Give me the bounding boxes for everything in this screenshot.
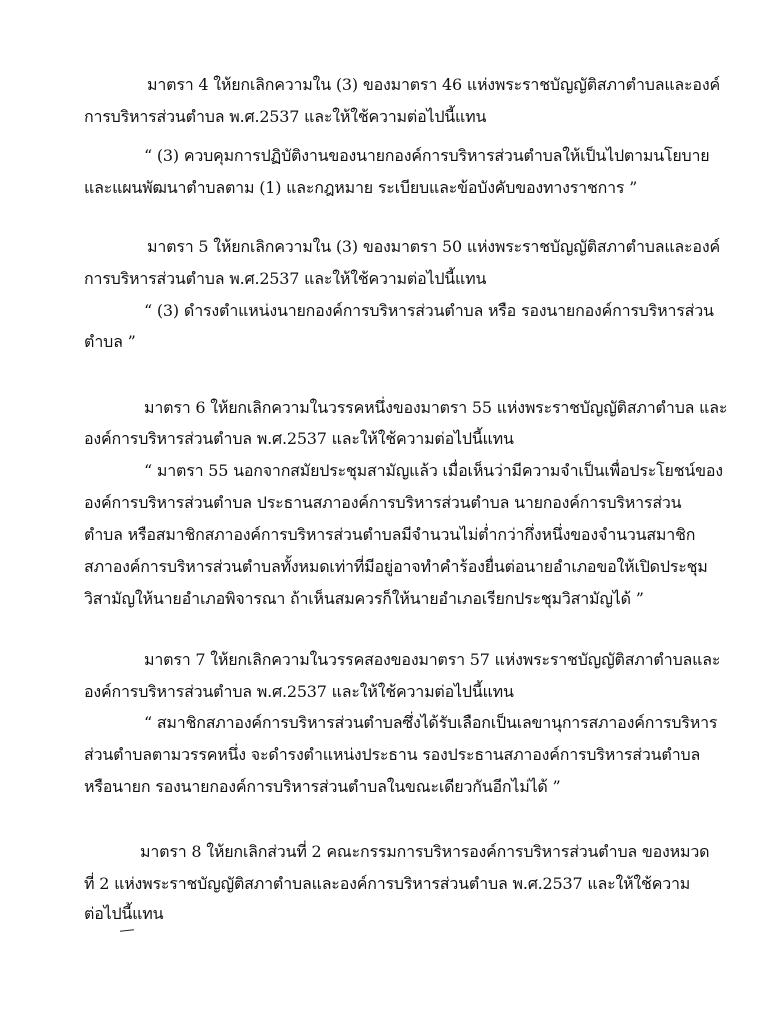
section-6-quote-line: องค์การบริหารส่วนตำบล ประธานสภาองค์การบริหารส่วนตำบล นายกองค์การบริหารส่วน: [84, 493, 682, 512]
section-6-heading-line: มาตรา 6 ให้ยกเลิกความในวรรคหนึ่งของมาตรา 55 แห่งพระราชบัญญัติสภาตำบล และ: [144, 398, 728, 417]
section-6-quote-line: ตำบล หรือสมาชิกสภาองค์การบริหารส่วนตำบลมีจำนวนไม่ต่ำกว่ากึ่งหนึ่งของจำนวนสมาชิก: [84, 525, 696, 544]
section-7-quote-line: หรือนายก รองนายกองค์การบริหารส่วนตำบลในขณะเดียวกันอีกไม่ได้ ”: [84, 777, 561, 796]
section-6-quote-line: วิสามัญให้นายอำเภอพิจารณา ถ้าเห็นสมควรก็ให้นายอำเภอเรียกประชุมวิสามัญได้ ”: [84, 589, 644, 608]
section-7-quote-line: “ สมาชิกสภาองค์การบริหารส่วนตำบลซึ่งได้รับเลือกเป็นเลขานุการสภาองค์การบริหาร: [144, 713, 718, 732]
section-4-heading-line: มาตรา 4 ให้ยกเลิกความใน (3) ของมาตรา 46 แห่งพระราชบัญญัติสภาตำบลและองค์: [147, 75, 720, 94]
section-5-heading-line: มาตรา 5 ให้ยกเลิกความใน (3) ของมาตรา 50 แห่งพระราชบัญญัติสภาตำบลและองค์: [147, 237, 720, 256]
section-6-quote-line: สภาองค์การบริหารส่วนตำบลทั้งหมดเท่าที่มีอยู่อาจทำคำร้องยื่นต่อนายอำเภอขอให้เปิดประชุม: [84, 557, 708, 576]
section-4-text-line: การบริหารส่วนตำบล พ.ศ.2537 และให้ใช้ความต่อไปนี้แทน: [84, 107, 487, 126]
section-8-text-line: ที่ 2 แห่งพระราชบัญญัติสภาตำบลและองค์การบริหารส่วนตำบล พ.ศ.2537 และให้ใช้ความ: [84, 874, 691, 893]
section-8-text-line: ต่อไปนี้แทน: [84, 904, 164, 923]
section-6-quote-line: “ มาตรา 55 นอกจากสมัยประชุมสามัญแล้ว เมื่อเห็นว่ามีความจำเป็นเพื่อประโยชน์ของ: [144, 461, 723, 480]
section-6-text-line: องค์การบริหารส่วนตำบล พ.ศ.2537 และให้ใช้ความต่อไปนี้แทน: [84, 429, 514, 448]
section-7-quote-line: ส่วนตำบลตามวรรคหนึ่ง จะดำรงตำแหน่งประธาน รองประธานสภาองค์การบริหารส่วนตำบล: [84, 745, 701, 764]
section-7-text-line: องค์การบริหารส่วนตำบล พ.ศ.2537 และให้ใช้ความต่อไปนี้แทน: [84, 682, 514, 701]
section-8-heading-line: มาตรา 8 ให้ยกเลิกส่วนที่ 2 คณะกรรมการบริหารองค์การบริหารส่วนตำบล ของหมวด: [140, 842, 710, 861]
section-7-heading-line: มาตรา 7 ให้ยกเลิกความในวรรคสองของมาตรา 57 แห่งพระราชบัญญัติสภาตำบลและ: [144, 650, 721, 669]
pen-stroke-mark: [120, 929, 134, 931]
section-4-quote-line: “ (3) ควบคุมการปฏิบัติงานของนายกองค์การบริหารส่วนตำบลให้เป็นไปตามนโยบาย: [144, 146, 710, 165]
section-5-quote-line: ตำบล ”: [84, 332, 136, 351]
section-4-quote-line: และแผนพัฒนาตำบลตาม (1) และกฎหมาย ระเบียบและข้อบังคับของทางราชการ ”: [84, 178, 638, 197]
section-5-quote-line: “ (3) ดำรงตำแหน่งนายกองค์การบริหารส่วนตำบล หรือ รองนายกองค์การบริหารส่วน: [144, 301, 714, 320]
section-5-text-line: การบริหารส่วนตำบล พ.ศ.2537 และให้ใช้ความต่อไปนี้แทน: [84, 269, 487, 288]
